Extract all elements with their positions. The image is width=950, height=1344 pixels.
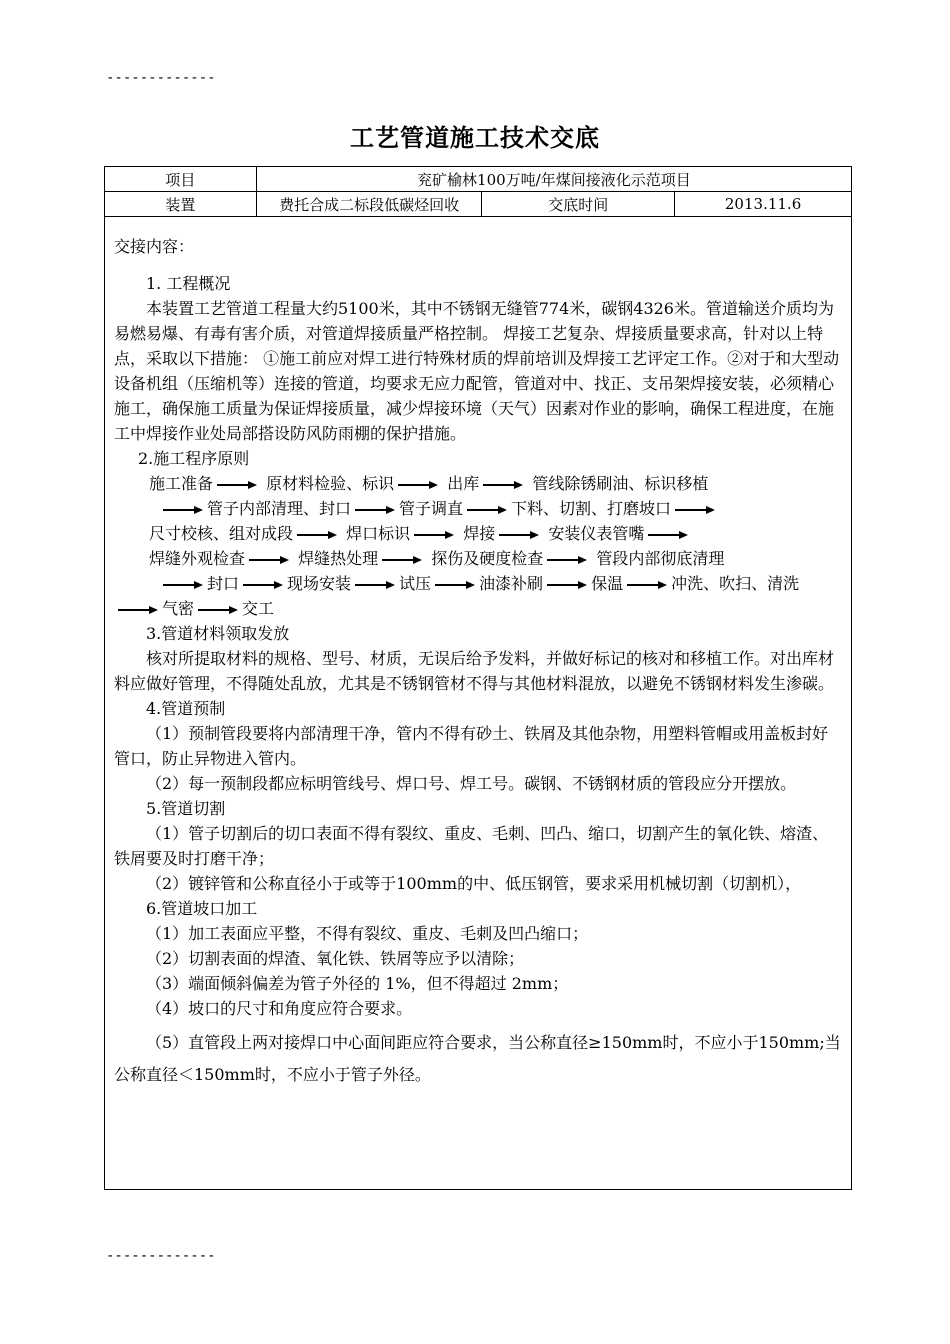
flow-step: 焊接: [463, 524, 496, 543]
flow-step: 焊缝外观检查: [149, 549, 246, 568]
arrow-icon: [499, 531, 539, 539]
arrow-icon: [217, 481, 257, 489]
flow-step: 管线除锈刷油、标识移植: [532, 474, 709, 493]
section-2-title: 2.施工程序原则: [138, 449, 250, 468]
section-5-item-1: （1）管子切割后的切口表面不得有裂纹、重皮、毛刺、凹凸、缩口，切割产生的氧化铁、熔渣、铁屑要及时打磨干净；: [114, 824, 829, 868]
project-label: 项目: [105, 167, 257, 192]
section-3-title: 3.管道材料领取发放: [146, 624, 290, 643]
arrow-icon: [382, 556, 422, 564]
unit-value: 费托合成二标段低碳烃回收: [256, 192, 482, 217]
section-5-item-2: （2）镀锌管和公称直径小于或等于100mm的中、低压钢管，要求采用机械切割（切割机），: [146, 874, 802, 893]
flow-step: 管子内部清理、封口: [207, 499, 352, 518]
arrow-icon: [163, 581, 203, 589]
section-3-text: 核对所提取材料的规格、型号、材质，无误后给予发料，并做好标记的核对和移植工作。对出库材料应做好管理，不得随处乱放，尤其是不锈钢管材不得与其他材料混放，以避免不锈钢材料发生渗碳。: [114, 649, 835, 693]
arrow-icon: [198, 606, 238, 614]
section-5-title: 5.管道切割: [146, 799, 226, 818]
arrow-icon: [483, 481, 523, 489]
time-value: 2013.11.6: [675, 192, 852, 217]
section-6-item-4: （4）坡口的尺寸和角度应符合要求。: [146, 999, 413, 1018]
section-6-title: 6.管道坡口加工: [146, 899, 258, 918]
section-1-text: 本装置工艺管道工程量大约5100米，其中不锈钢无缝管774米，碳钢4326米。管道输送介质均为易燃易爆、有毒有害介质，对管道焊接质量严格控制。 焊接工艺复杂、焊接质量要求高，针对以上特点，采取以下措施： ①施工前应对焊工进行特殊材质的焊前培训及焊接工艺评定工作。②对于和大型动设备机组（压缩机等）连接的管道，均要求无应力配管，管道对中、找正、支吊架焊接安装，必须精心施工，确保施工质量为保证焊接质量，减少焊接环境（天气）因素对作业的影响，确保工程进度，在施工中焊接作业处局部搭设防风防雨棚的保护措施。: [114, 299, 840, 443]
section-6-item-5: （5）直管段上两对接焊口中心面间距应符合要求，当公称直径≥150mm时，不应小于150mm;当公称直径＜150mm时，不应小于管子外径。: [114, 1033, 841, 1084]
flow-step: 交工: [242, 599, 275, 618]
arrow-icon: [547, 581, 587, 589]
flow-step: 封口: [207, 574, 240, 593]
flow-step: 现场安装: [287, 574, 352, 593]
flow-step: 下料、切割、打磨坡口: [511, 499, 672, 518]
intro-label: 交接内容：: [114, 237, 195, 256]
page-title: 工艺管道施工技术交底: [350, 124, 600, 152]
project-value: 兖矿榆林100万吨/年煤间接液化示范项目: [256, 167, 851, 192]
arrow-icon: [398, 481, 438, 489]
flow-step: 焊缝热处理: [298, 549, 379, 568]
flow-step: 尺寸校核、组对成段: [149, 524, 294, 543]
flow-step: 原材料检验、标识: [266, 474, 395, 493]
flow-step: 安装仪表管嘴: [548, 524, 645, 543]
flow-step: 探伤及硬度检查: [431, 549, 544, 568]
bottom-marker: -------------: [106, 1248, 216, 1264]
section-4-title: 4.管道预制: [146, 699, 226, 718]
flow-step: 保温: [591, 574, 624, 593]
arrow-icon: [648, 531, 688, 539]
arrow-icon: [467, 506, 507, 514]
flow-step: 气密: [162, 599, 195, 618]
section-6-item-3: （3）端面倾斜偏差为管子外径的 1%，但不得超过 2mm；: [146, 974, 569, 993]
arrow-icon: [163, 506, 203, 514]
header-table: [104, 166, 852, 217]
arrow-icon: [675, 506, 715, 514]
arrow-icon: [243, 581, 283, 589]
arrow-icon: [297, 531, 337, 539]
arrow-icon: [627, 581, 667, 589]
flow-step: 焊口标识: [346, 524, 411, 543]
flow-step: 管段内部彻底清理: [596, 549, 725, 568]
arrow-icon: [249, 556, 289, 564]
flow-step: 出库: [447, 474, 480, 493]
arrow-icon: [435, 581, 475, 589]
flow-step: 试压: [399, 574, 432, 593]
section-6-item-1: （1）加工表面应平整，不得有裂纹、重皮、毛刺及凹凸缩口；: [146, 924, 589, 943]
flow-step: 油漆补刷: [479, 574, 544, 593]
top-marker: -------------: [106, 70, 216, 86]
arrow-icon: [118, 606, 158, 614]
arrow-icon: [355, 581, 395, 589]
arrow-icon: [355, 506, 395, 514]
flow-step: 施工准备: [149, 474, 214, 493]
flow-step: 冲洗、吹扫、清洗: [671, 574, 800, 593]
flow-step: 管子调直: [399, 499, 464, 518]
process-flow: [114, 471, 842, 621]
section-4-item-2: （2）每一预制段都应标明管线号、焊口号、焊工号。碳钢、不锈钢材质的管段应分开摆放。: [146, 774, 797, 793]
arrow-icon: [547, 556, 587, 564]
arrow-icon: [414, 531, 454, 539]
section-1-title: 1. 工程概况: [146, 274, 231, 293]
time-label: 交底时间: [482, 192, 675, 217]
content-body: [104, 218, 852, 1091]
section-4-item-1: （1）预制管段要将内部清理干净，管内不得有砂土、铁屑及其他杂物，用塑料管帽或用盖板封好管口，防止异物进入管内。: [114, 724, 829, 768]
unit-label: 装置: [105, 192, 257, 217]
section-6-item-2: （2）切割表面的焊渣、氧化铁、铁屑等应予以清除；: [146, 949, 525, 968]
